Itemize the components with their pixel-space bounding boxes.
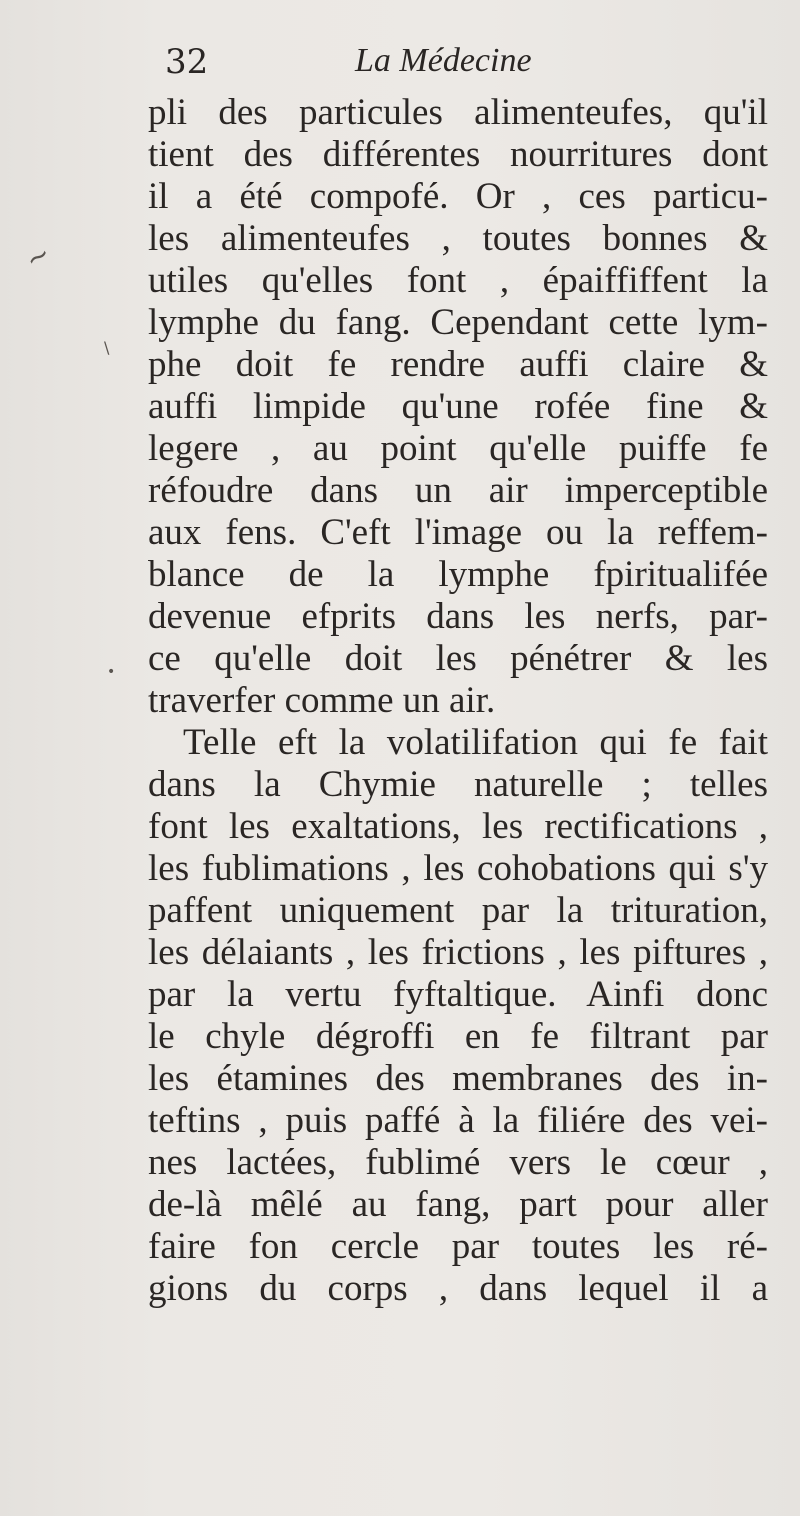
text-line: nes lactées, fublimé vers le cœur , [148,1142,768,1183]
text-line: réfoudre dans un air imperceptible [148,470,768,511]
text-line: pli des particules alimenteufes, qu'il [148,92,768,133]
margin-mark: ~ [19,236,57,277]
text-line: il a été compofé. Or , ces particu- [148,176,768,217]
text-line: font les exaltations, les rectifications , [148,806,768,847]
text-line: blance de la lymphe fpiritualifée [148,554,768,595]
text-line: auffi limpide qu'une rofée fine & [148,386,768,427]
text-line: les alimenteufes , toutes bonnes & [148,218,768,259]
running-title: La Médecine [355,42,532,79]
text-line: les délaiants , les frictions , les piftures , [148,932,768,973]
margin-mark: • [107,664,116,680]
text-line: faire fon cercle par toutes les ré- [148,1226,768,1267]
page-number: 32 [165,42,209,82]
text-line: de-là mêlé au fang, part pour aller [148,1184,768,1225]
text-line: lymphe du fang. Cependant cette lym- [148,302,768,343]
text-line: les fublimations , les cohobations qui s'y [148,848,768,889]
text-line: Telle eft la volatilifation qui fe fait [183,722,768,763]
text-line: les étamines des membranes des in- [148,1058,768,1099]
page-header [165,42,685,88]
text-line: traverfer comme un air. [148,680,496,721]
text-line: paffent uniquement par la trituration, [148,890,768,931]
text-line: ce qu'elle doit les pénétrer & les [148,638,768,679]
text-line: utiles qu'elles font , épaiffiffent la [148,260,768,301]
text-line: aux fens. C'eft l'image ou la reffem- [148,512,768,553]
text-line: dans la Chymie naturelle ; telles [148,764,768,805]
body-text [148,92,768,1310]
text-line: legere , au point qu'elle puiffe fe [148,428,768,469]
text-line: tient des différentes nourritures dont [148,134,768,175]
text-line: devenue efprits dans les nerfs, par- [148,596,768,637]
margin-mark: \ [104,338,110,357]
text-line: gions du corps , dans lequel il a [148,1268,768,1309]
text-line: teftins , puis paffé à la filiére des vei- [148,1100,768,1141]
text-line: par la vertu fyftaltique. Ainfi donc [148,974,768,1015]
text-line: phe doit fe rendre auffi claire & [148,344,768,385]
text-line: le chyle dégroffi en fe filtrant par [148,1016,768,1057]
